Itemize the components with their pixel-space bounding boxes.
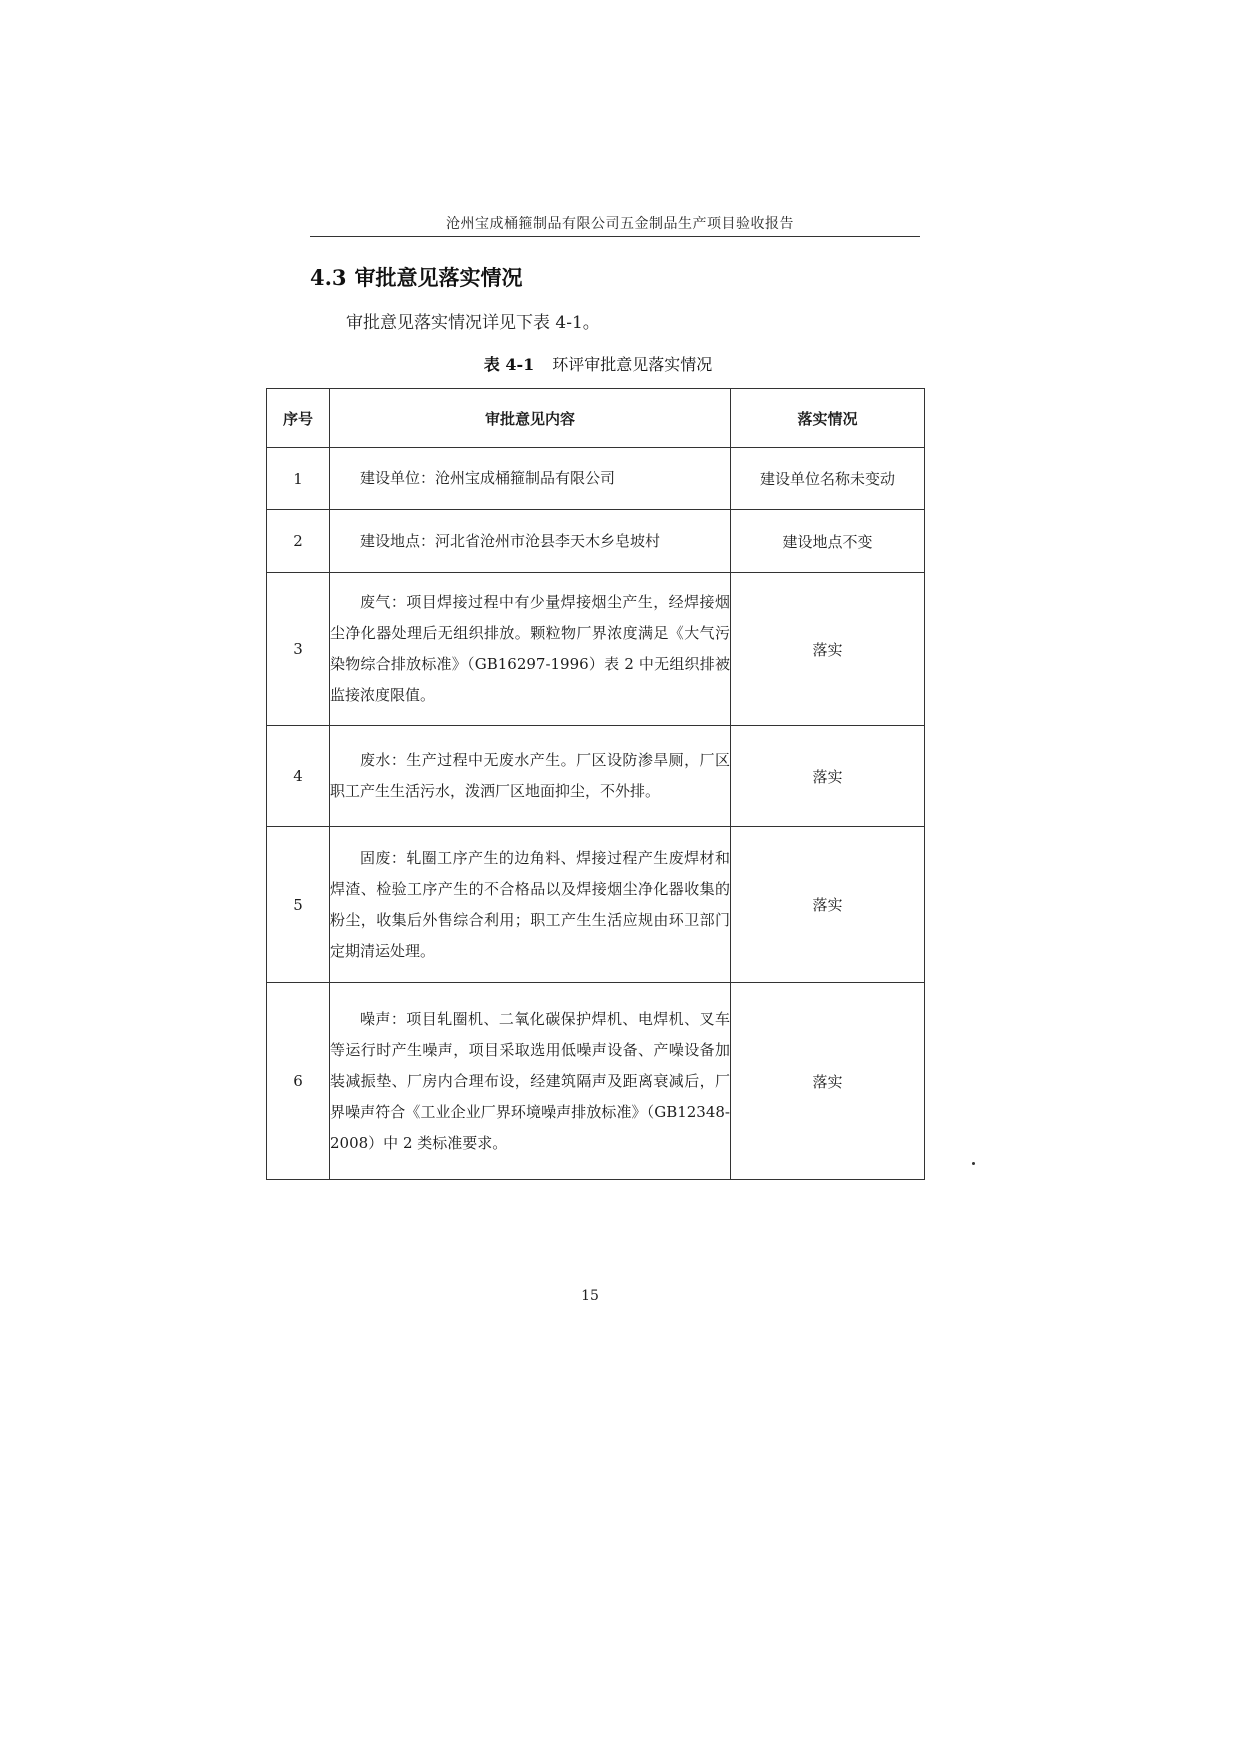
table-row [267,726,925,827]
section-heading [310,262,523,292]
table-caption-label: 表 4-1 [483,355,535,374]
table-row [267,983,925,1180]
row-number: 5 [267,827,330,983]
row-content: 废气：项目焊接过程中有少量焊接烟尘产生，经焊接烟尘净化器处理后无组织排放。颗粒物厂界浓度满足《大气污染物综合排放标准》（GB16297-1996）表 2 中无组织排被监接浓度限值。 [330,573,731,726]
section-title: 审批意见落实情况 [354,265,523,290]
table-header-row [267,389,925,448]
row-content: 建设地点：河北省沧州市沧县李天木乡皂坡村 [330,510,731,573]
header-status: 落实情况 [731,389,925,448]
scan-speck [972,1162,975,1165]
header-divider [310,236,920,237]
row-status: 落实 [731,827,925,983]
row-status: 落实 [731,573,925,726]
intro-paragraph: 审批意见落实情况详见下表 4-1。 [346,313,600,333]
header-content: 审批意见内容 [330,389,731,448]
row-number: 2 [267,510,330,573]
table-row [267,448,925,510]
row-status: 建设单位名称未变动 [731,448,925,510]
row-content: 噪声：项目轧圈机、二氧化碳保护焊机、电焊机、叉车等运行时产生噪声，项目采取选用低噪声设备、产噪设备加装减振垫、厂房内合理布设，经建筑隔声及距离衰减后，厂界噪声符合《工业企业厂界环境噪声排放标准》（GB12348-2008）中 2 类标准要求。 [330,983,731,1180]
review-opinion-table [266,388,925,1180]
row-number: 1 [267,448,330,510]
table-row [267,510,925,573]
row-number: 4 [267,726,330,827]
table-row [267,573,925,726]
page-number: 15 [581,1288,599,1304]
table-caption [268,352,928,375]
row-status: 落实 [731,726,925,827]
row-content: 固废：轧圈工序产生的边角料、焊接过程产生废焊材和焊渣、检验工序产生的不合格品以及焊接烟尘净化器收集的粉尘，收集后外售综合利用；职工产生生活应规由环卫部门定期清运处理。 [330,827,731,983]
table-row [267,827,925,983]
section-number: 4.3 [310,265,347,290]
row-status: 落实 [731,983,925,1180]
row-number: 6 [267,983,330,1180]
header-no: 序号 [267,389,330,448]
running-header-title: 沧州宝成桶箍制品有限公司五金制品生产项目验收报告 [446,216,794,232]
row-content: 建设单位：沧州宝成桶箍制品有限公司 [330,448,731,510]
table-caption-name: 环评审批意见落实情况 [552,355,713,374]
row-content: 废水：生产过程中无废水产生。厂区设防渗旱厕，厂区职工产生生活污水，泼洒厂区地面抑尘，不外排。 [330,726,731,827]
row-status: 建设地点不变 [731,510,925,573]
row-number: 3 [267,573,330,726]
